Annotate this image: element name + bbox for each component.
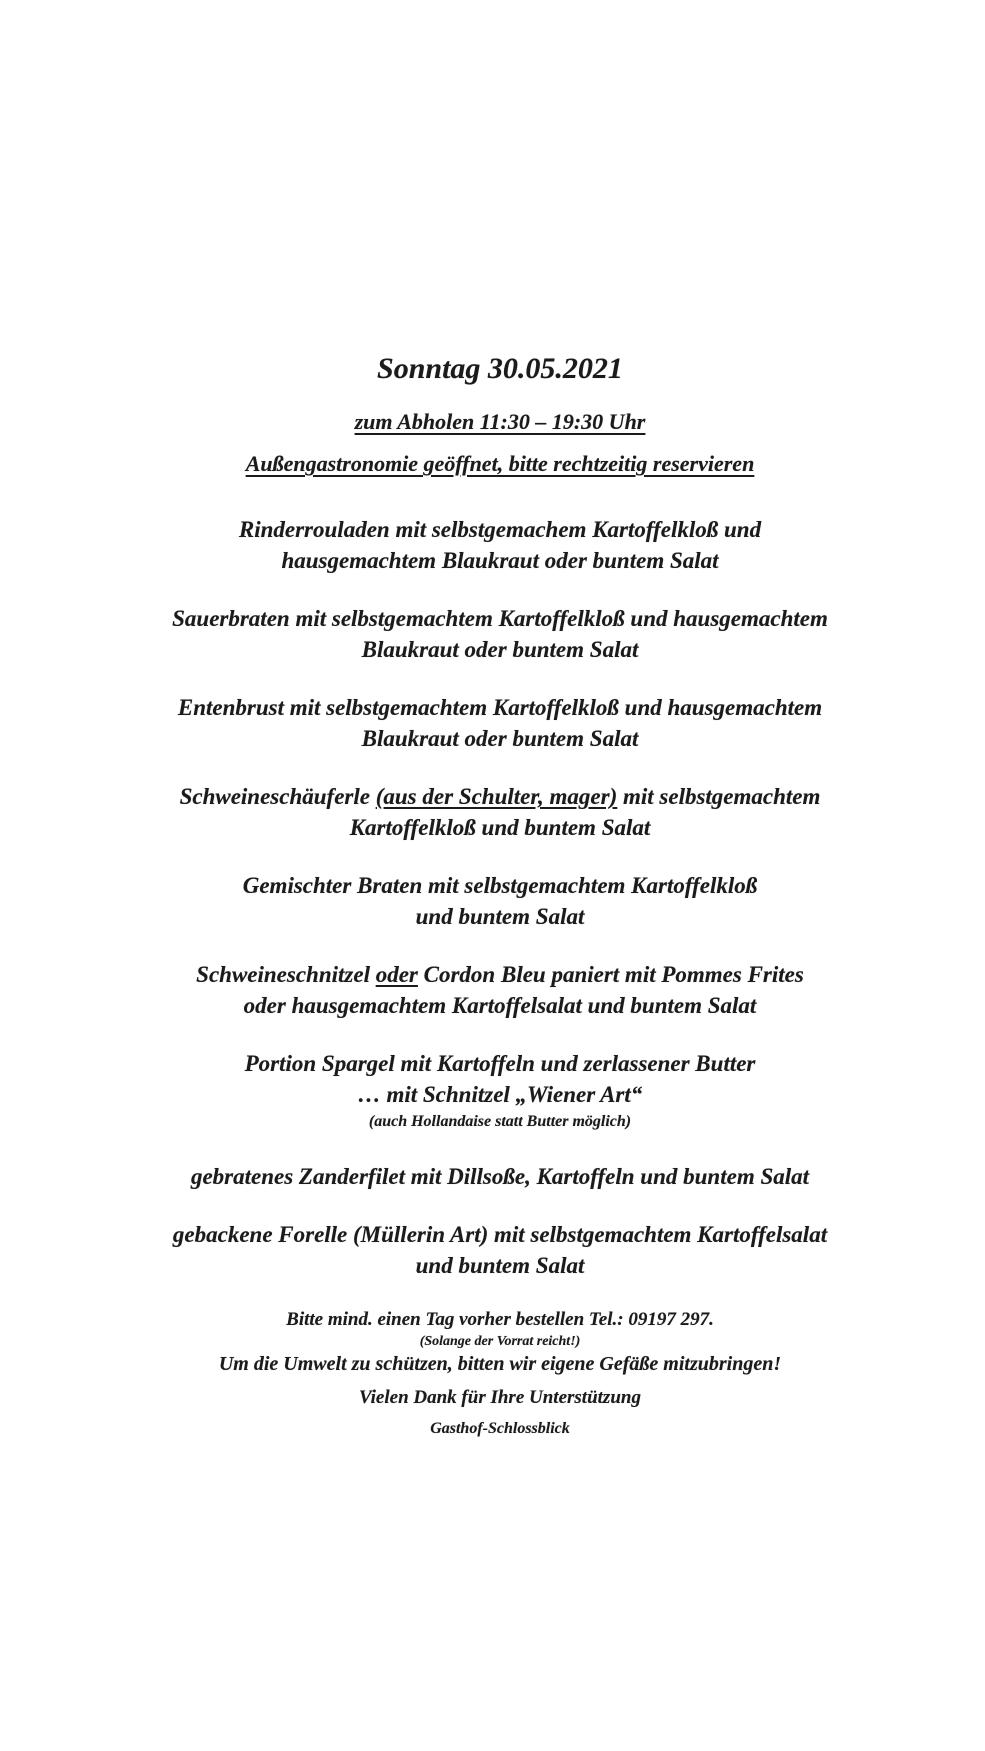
thanks-note: Vielen Dank für Ihre Unterstützung [359,1387,641,1408]
menu-item-text: Schweineschnitzel [196,962,376,987]
menu-item-text: mit selbstgemachtem [617,784,821,809]
menu-item-text: Cordon Bleu paniert mit Pommes Frites [417,962,804,987]
menu-item-line: Rinderrouladen mit selbstgemachem Kartoffelkloß und [238,517,762,542]
menu-item-line [15,781,985,812]
menu-item-spargel [15,1048,985,1134]
order-instruction: Bitte mind. einen Tag vorher bestellen Tel.: 09197 297. [286,1309,714,1330]
menu-item-entenbrust [15,692,985,754]
menu-item-rinderrouladen [15,514,985,576]
menu-list [15,514,985,1281]
menu-item-line: Blaukraut oder buntem Salat [361,637,639,662]
menu-item-line: Entenbrust mit selbstgemachtem Kartoffelkloß und hausgemachtem [177,695,823,720]
menu-item-text: Schweineschäuferle [179,784,376,809]
menu-item-schweineschaeuferle [15,781,985,843]
menu-item-zanderfilet [15,1161,985,1192]
menu-item-underlined-text: (aus der Schulter, mager) [375,784,618,809]
page-title: Sonntag 30.05.2021 [377,352,623,385]
menu-item-line: gebratenes Zanderfilet mit Dillsoße, Kartoffeln und buntem Salat [190,1164,810,1189]
menu-item-line: oder hausgemachtem Kartoffelsalat und buntem Salat [243,993,757,1018]
menu-item-line: und buntem Salat [415,1253,585,1278]
menu-item-note: (auch Hollandaise statt Butter möglich) [368,1113,632,1130]
outdoor-dining-notice: Außengastronomie geöffnet, bitte rechtzeitig reservieren [245,451,755,476]
menu-item-gemischter-braten [15,870,985,932]
menu-item-line: Gemischter Braten mit selbstgemachtem Kartoffelkloß [242,873,758,898]
menu-item-line: hausgemachtem Blaukraut oder buntem Salat [281,548,719,573]
menu-item-forelle [15,1219,985,1281]
menu-content [15,352,985,1439]
menu-item-line: gebackene Forelle (Müllerin Art) mit selbstgemachtem Kartoffelsalat [172,1222,828,1247]
menu-item-line: Portion Spargel mit Kartoffeln und zerlassener Butter [244,1051,756,1076]
pickup-time-notice: zum Abholen 11:30 – 19:30 Uhr [354,409,646,434]
environment-notice: Um die Umwelt zu schützen, bitten wir eigene Gefäße mitzubringen! [218,1353,782,1375]
menu-item-line: Kartoffelkloß und buntem Salat [349,815,651,840]
menu-item-sauerbraten [15,603,985,665]
restaurant-name: Gasthof-Schlossblick [430,1420,570,1437]
menu-item-line: … mit Schnitzel „Wiener Art“ [357,1082,643,1107]
menu-footer [15,1308,985,1439]
menu-item-underlined-text: oder [375,962,418,987]
menu-item-line: Sauerbraten mit selbstgemachtem Kartoffelkloß und hausgemachtem [172,606,828,631]
stock-note: (Solange der Vorrat reicht!) [419,1334,581,1349]
menu-item-line [15,959,985,990]
menu-item-line: Blaukraut oder buntem Salat [361,726,639,751]
menu-item-line: und buntem Salat [415,904,585,929]
menu-item-schweineschnitzel [15,959,985,1021]
